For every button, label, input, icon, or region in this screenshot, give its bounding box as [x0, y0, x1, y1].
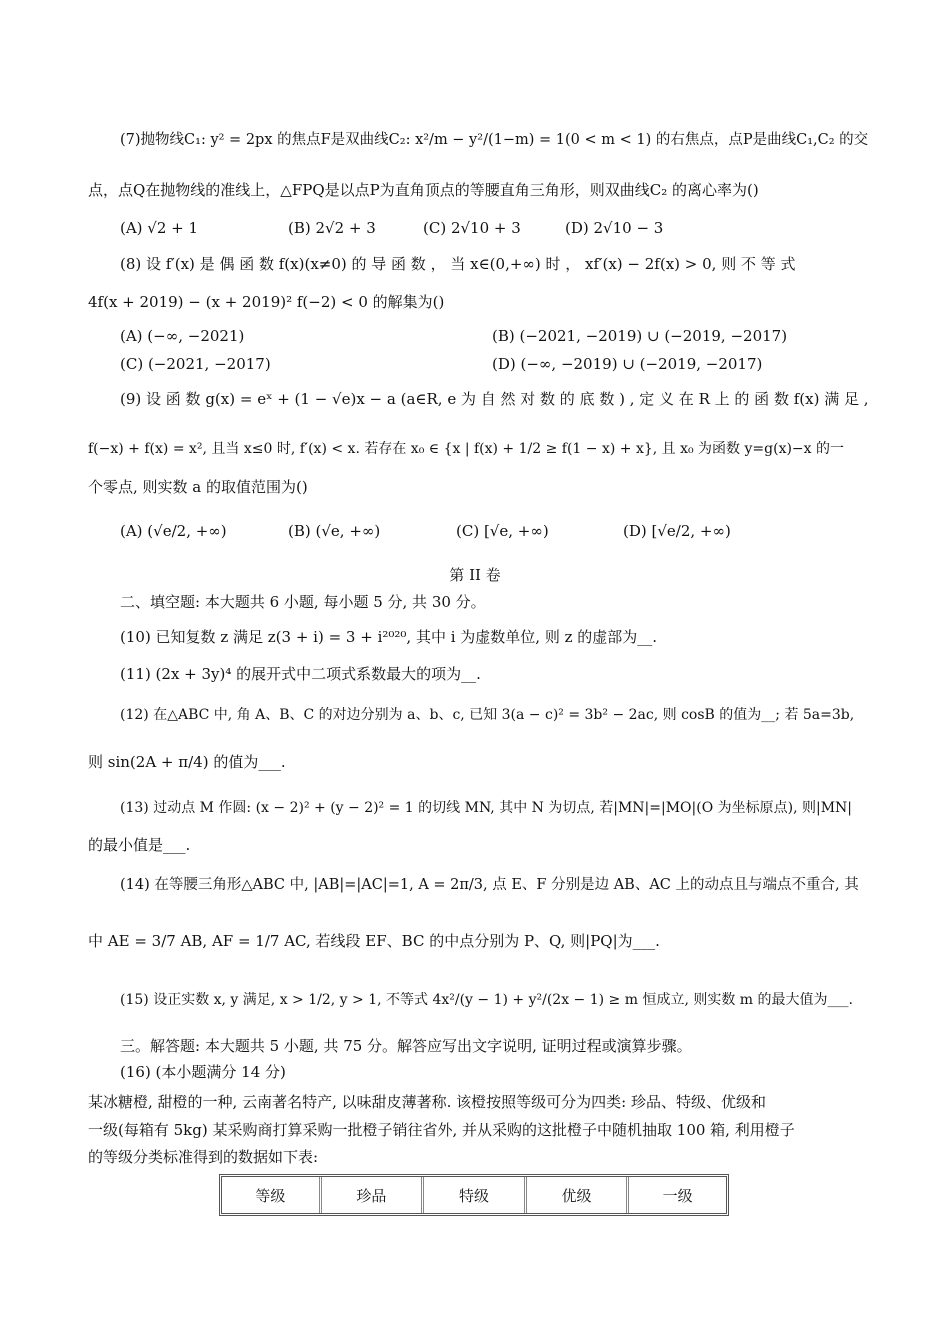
- q15-text: (15) 设正实数 x, y 满足, x > 1/2, y > 1, 不等式 4x²/(y − 1) + y²/(2x − 1) ≥ m 恒成立, 则实数 m 的最大值为___.: [120, 992, 853, 1008]
- q9-line1: (9) 设 函 数 g(x) = eˣ + (1 − √e)x − a (a∈R, e 为 自 然 对 数 的 底 数 ) , 定 义 在 R 上 的 函 数 f(x) 满 足 ,: [120, 390, 869, 408]
- q9-line3: 个零点, 则实数 a 的取值范围为(): [88, 478, 308, 496]
- q12-line1: (12) 在△ABC 中, 角 A、B、C 的对边分别为 a、b、c, 已知 3(a − c)² = 3b² − 2ac, 则 cosB 的值为__; 若 5a=3b,: [120, 707, 855, 723]
- q7-option-b: (B) 2√2 + 3: [288, 219, 376, 237]
- q11-text: (11) (2x + 3y)⁴ 的展开式中二项式系数最大的项为__.: [120, 665, 481, 683]
- q9-line2: f(−x) + f(x) = x², 且当 x≤0 时, f′(x) < x. 若存在 x₀ ∈ {x | f(x) + 1/2 ≥ f(1 − x) + x}, 且 x₀ 为函数 y=g(x)−x 的一: [88, 441, 845, 457]
- section-3-heading: 三。解答题: 本大题共 5 小题, 共 75 分。解答应写出文字说明, 证明过程或演算步骤。: [120, 1037, 692, 1055]
- q16-title: (16) (本小题满分 14 分): [120, 1063, 286, 1081]
- table-header-cell: 优级: [525, 1177, 628, 1213]
- table-header-cell: 等级: [222, 1177, 320, 1213]
- q8-option-a: (A) (−∞, −2021): [120, 327, 245, 345]
- q10-text: (10) 已知复数 z 满足 z(3 + i) = 3 + i²⁰²⁰, 其中 i 为虚数单位, 则 z 的虚部为__.: [120, 628, 658, 646]
- table-header-cell: 珍品: [320, 1177, 423, 1213]
- grade-table: [219, 1174, 729, 1216]
- section-2-heading: 二、填空题: 本大题共 6 小题, 每小题 5 分, 共 30 分。: [120, 593, 486, 611]
- q9-option-d: (D) [√e/2, +∞): [623, 522, 731, 540]
- table-header-cell: 一级: [662, 1186, 693, 1205]
- q14-line1: (14) 在等腰三角形△ABC 中, |AB|=|AC|=1, A = 2π/3, 点 E、F 分别是边 AB、AC 上的动点且与端点不重合, 其: [120, 877, 859, 893]
- q13-line2: 的最小值是___.: [88, 836, 191, 854]
- q7-option-a: (A) √2 + 1: [120, 219, 199, 237]
- q8-line2: 4f(x + 2019) − (x + 2019)² f(−2) < 0 的解集为(): [88, 293, 445, 311]
- q13-line1: (13) 过动点 M 作圆: (x − 2)² + (y − 2)² = 1 的切线 MN, 其中 N 为切点, 若|MN|=|MO|(O 为坐标原点), 则|MN|: [120, 800, 853, 816]
- q16-line1: 某冰糖橙, 甜橙的一种, 云南著名特产, 以味甜皮薄著称. 该橙按照等级可分为四类: 珍品、特级、优级和: [88, 1093, 766, 1111]
- q8-line1: (8) 设 f′(x) 是 偶 函 数 f(x)(x≠0) 的 导 函 数 ， 当 x∈(0,+∞) 时 ， xf′(x) − 2f(x) > 0, 则 不 等 式: [120, 255, 796, 273]
- q16-line2: 一级(每箱有 5kg) 某采购商打算采购一批橙子销往省外, 并从采购的这批橙子中随机抽取 100 箱, 利用橙子: [88, 1121, 795, 1139]
- q9-option-b: (B) (√e, +∞): [288, 522, 381, 540]
- q7-line2: 点，点Q在抛物线的准线上，△FPQ是以点P为直角顶点的等腰直角三角形，则双曲线C₂ 的离心率为(): [88, 181, 759, 199]
- q16-line3: 的等级分类标准得到的数据如下表:: [88, 1148, 319, 1166]
- q7-line1: (7)抛物线C₁: y² = 2px 的焦点F是双曲线C₂: x²/m − y²/(1−m) = 1(0 < m < 1) 的右焦点，点P是曲线C₁,C₂ 的交: [120, 132, 869, 148]
- q8-option-c: (C) (−2021, −2017): [120, 355, 271, 373]
- q7-option-d: (D) 2√10 − 3: [565, 219, 664, 237]
- table-row: [222, 1177, 726, 1213]
- q12-line2: 则 sin(2A + π/4) 的值为___.: [88, 753, 286, 771]
- q14-line2: 中 AE = 3/7 AB, AF = 1/7 AC, 若线段 EF、BC 的中点分别为 P、Q, 则|PQ|为___.: [88, 932, 660, 950]
- table-header-cell: 特级: [423, 1177, 526, 1213]
- q8-option-d: (D) (−∞, −2019) ∪ (−2019, −2017): [492, 355, 763, 373]
- q9-option-c: (C) [√e, +∞): [456, 522, 549, 540]
- q8-option-b: (B) (−2021, −2019) ∪ (−2019, −2017): [492, 327, 788, 345]
- q7-option-c: (C) 2√10 + 3: [423, 219, 521, 237]
- section-2-title: 第 II 卷: [449, 566, 501, 584]
- q9-option-a: (A) (√e/2, +∞): [120, 522, 227, 540]
